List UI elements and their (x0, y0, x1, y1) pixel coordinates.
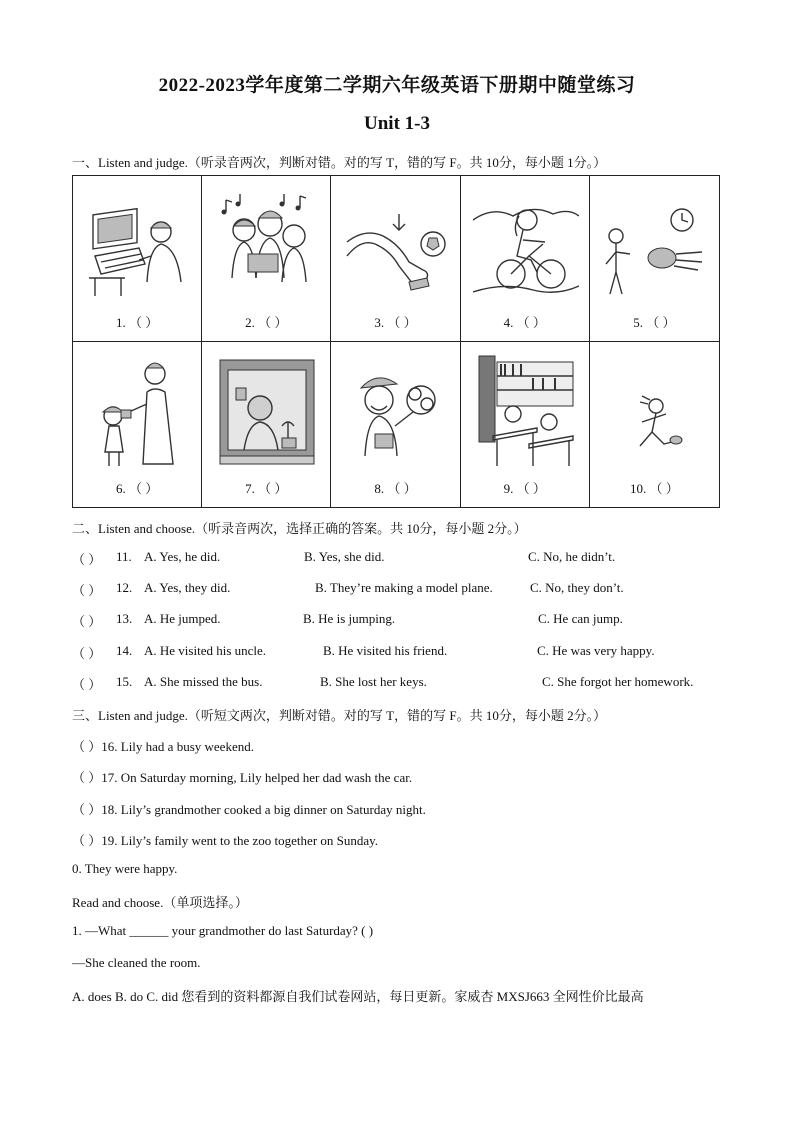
question-number: 11. (116, 549, 132, 564)
statement-17: （ ）17. On Saturday morning, Lily helped her dad wash the car. (72, 770, 413, 785)
option-b: B. She lost her keys. (320, 674, 427, 689)
option-c: C. He was very happy. (537, 643, 655, 658)
option-a: A. He visited his uncle. (144, 643, 267, 658)
girl-riding-bike-icon (473, 186, 579, 306)
page-subtitle: Unit 1-3 (364, 113, 430, 134)
question-number: 14. (116, 643, 133, 658)
picture-label-9: 9. （ ） (503, 481, 546, 496)
picture-cell-7 (202, 342, 331, 508)
statement-16: （ ）16. Lily had a busy weekend. (72, 739, 254, 754)
picture-cell-10 (590, 342, 719, 508)
picture-label-2: 2. （ ） (245, 314, 288, 330)
option-b: B. He is jumping. (303, 611, 396, 626)
option-b: B. He visited his friend. (323, 643, 448, 658)
picture-cell-5 (590, 176, 719, 342)
picture-label-3: 3. （ ） (374, 314, 417, 330)
girl-grandmother-icon (85, 352, 191, 472)
picture-cell-6 (73, 342, 202, 508)
option-a: A. Yes, he did. (144, 549, 221, 564)
picture-label-6: 6. （ ） (115, 481, 159, 496)
option-c: C. He can jump. (538, 611, 623, 626)
picture-cell-3 (331, 176, 460, 342)
statement-18: （ ）18. Lily’s grandmother cooked a big dinner on Saturday night. (72, 802, 426, 817)
answer-paren[interactable]: （ ） (72, 583, 102, 598)
statement-20: 0. They were happy. (72, 861, 178, 876)
picture-cell-8 (331, 342, 460, 508)
section2-heading: 二、Listen and choose.（听录音两次，选择正确的答案。共 10分，每小题 2分。） (72, 521, 527, 536)
option-c: C. No, he didn’t. (528, 549, 616, 564)
option-c: C. No, they don’t. (530, 580, 624, 595)
question-number: 12. (116, 580, 133, 595)
answer-paren[interactable]: （ ） (72, 677, 102, 692)
children-singing-icon (214, 186, 320, 306)
kicking-ball-icon (343, 186, 449, 306)
option-a: A. She missed the bus. (144, 674, 263, 689)
option-c: C. She forgot her homework. (542, 674, 694, 689)
option-b: B. They’re making a model plane. (315, 580, 493, 595)
statement-19: （ ）19. Lily’s family went to the zoo together on Sunday. (72, 833, 379, 848)
option-a: A. Yes, they did. (144, 580, 231, 595)
picture-label-8: 8. （ ） (374, 481, 417, 496)
section4-heading: Read and choose.（单项选择。） (72, 895, 248, 910)
boy-cotton-candy-icon (343, 352, 449, 472)
mc-options: A. does B. do C. did 您看到的资料都源自我们试卷网站，每日更新。家威杏 MXSJ663 全网性价比最高 (72, 989, 644, 1004)
picture-cell-2 (202, 176, 331, 342)
girl-running-icon (602, 352, 708, 472)
question-number: 15. (116, 674, 133, 689)
section3-heading: 三、Listen and judge.（听短文两次，判断对错。对的写 T，错的写 F。共 10分，每小题 2分。） (72, 708, 607, 723)
computer-man-icon (85, 186, 191, 306)
picture-label-10: 10. （ ） (630, 481, 679, 496)
picture-grid (72, 175, 720, 508)
picture-cell-1 (73, 176, 202, 342)
mc-question-1: 1. —What ______ your grandmother do last Saturday? ( ) (72, 923, 374, 938)
running-late-clock-icon (602, 186, 708, 306)
answer-paren[interactable]: （ ） (72, 614, 102, 629)
answer-paren[interactable]: （ ） (72, 552, 102, 567)
picture-cell-9 (461, 342, 590, 508)
mc-answer-line: —She cleaned the room. (72, 955, 201, 970)
library-desk-icon (473, 352, 579, 472)
option-b: B. Yes, she did. (304, 549, 385, 564)
section1-heading: 一、Listen and judge.（听录音两次，判断对错。对的写 T，错的写 F。共 10分，每小题 1分。） (72, 155, 607, 170)
picture-cell-4 (461, 176, 590, 342)
answer-paren[interactable]: （ ） (72, 646, 102, 661)
question-number: 13. (116, 611, 133, 626)
picture-label-5: 5. （ ） (633, 314, 676, 330)
page-title: 2022-2023学年度第二学期六年级英语下册期中随堂练习 (158, 75, 636, 96)
boy-window-icon (214, 352, 320, 472)
picture-label-1: 1. （ ） (115, 314, 159, 330)
picture-label-7: 7. （ ） (245, 481, 288, 496)
picture-label-4: 4. （ ） (503, 314, 546, 330)
option-a: A. He jumped. (144, 611, 221, 626)
